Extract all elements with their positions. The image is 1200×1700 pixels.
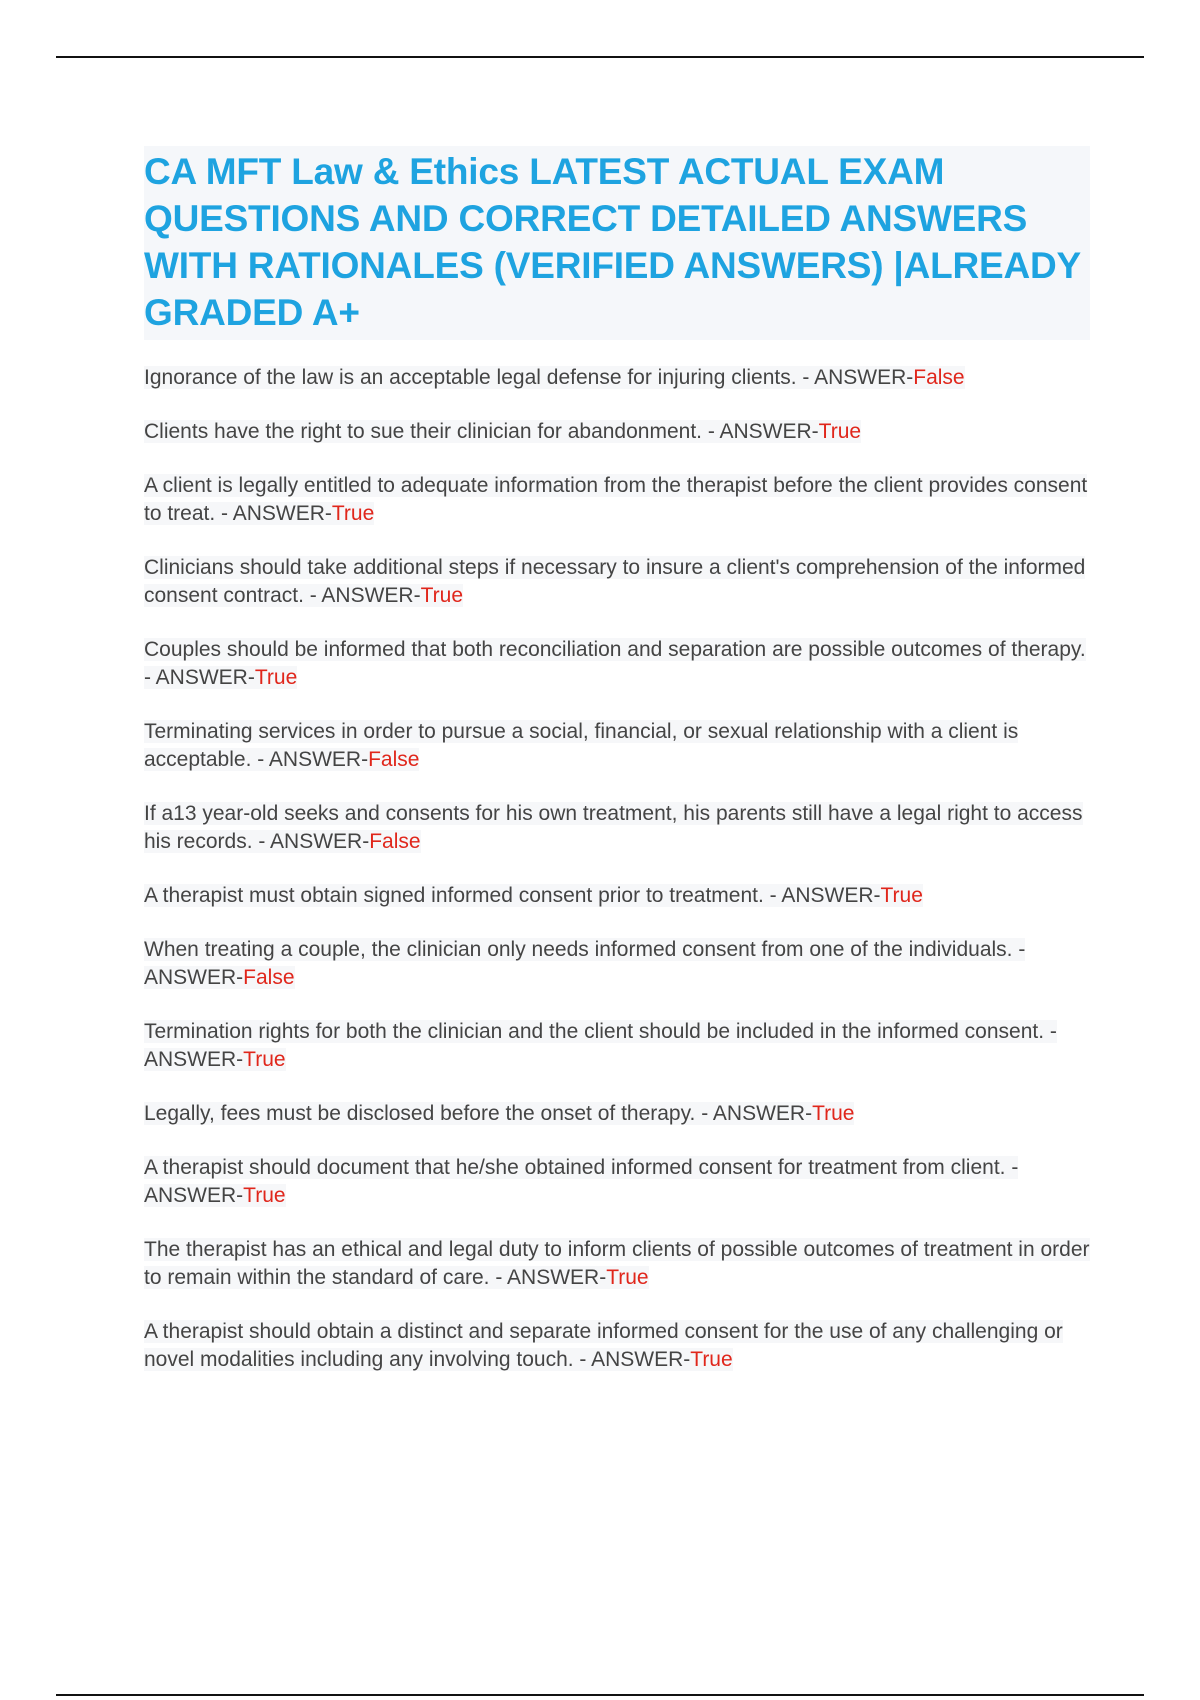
answer-value: True: [880, 884, 923, 907]
answer-value: True: [420, 584, 463, 607]
answer-value: True: [606, 1266, 649, 1289]
answer-prefix: - ANSWER-: [144, 666, 255, 689]
qa-item: [144, 472, 1090, 528]
answer-value: True: [812, 1102, 855, 1125]
answer-prefix: - ANSWER-: [303, 584, 421, 607]
answer-prefix: - ANSWER-: [215, 502, 332, 525]
document-title: CA MFT Law & Ethics LATEST ACTUAL EXAM QUESTIONS AND CORRECT DETAILED ANSWERS WITH RATIONALES (VERIFIED ANSWERS) |ALREADY GRADED A+: [144, 151, 1081, 333]
answer-prefix: - ANSWER-: [573, 1348, 691, 1371]
answer-prefix: - ANSWER-: [702, 420, 819, 443]
question-text: Termination rights for both the clinician and the client should be included in the informed consent.: [144, 1020, 1045, 1043]
answer-value: False: [368, 748, 420, 771]
answer-prefix: - ANSWER-: [489, 1266, 607, 1289]
qa-item: [144, 418, 1090, 446]
qa-item: [144, 636, 1090, 692]
question-text: The therapist has an ethical and legal duty to inform clients of possible outcomes of treatment in order to remain within the standard of care.: [144, 1238, 1090, 1289]
qa-item: [144, 364, 1090, 392]
qa-item: [144, 1018, 1090, 1074]
question-text: Terminating services in order to pursue a social, financial, or sexual relationship with a client is acceptable.: [144, 720, 1019, 771]
question-text: A therapist should document that he/she obtained informed consent for treatment from client.: [144, 1156, 1006, 1179]
qa-item: [144, 1100, 1090, 1128]
answer-prefix: - ANSWER-: [144, 1020, 1057, 1071]
question-text: Legally, fees must be disclosed before the onset of therapy.: [144, 1102, 696, 1125]
answer-value: True: [243, 1184, 286, 1207]
answer-prefix: - ANSWER-: [251, 748, 369, 771]
qa-item: [144, 800, 1090, 856]
answer-value: False: [913, 366, 965, 389]
answer-prefix: - ANSWER-: [796, 366, 914, 389]
question-text: If a13 year-old seeks and consents for his own treatment, his parents still have a legal right to access his records.: [144, 802, 1083, 853]
question-text: A therapist should obtain a distinct and separate informed consent for the use of any challenging or novel modalities including any involving touch.: [144, 1320, 1063, 1371]
answer-prefix: - ANSWER-: [144, 938, 1026, 989]
answer-value: False: [369, 830, 421, 853]
answer-prefix: - ANSWER-: [695, 1102, 813, 1125]
question-text: Ignorance of the law is an acceptable legal defense for injuring clients.: [144, 366, 797, 389]
bottom-rule: [56, 1694, 1144, 1696]
qa-item: [144, 1236, 1090, 1292]
answer-value: True: [690, 1348, 733, 1371]
answer-prefix: - ANSWER-: [252, 830, 370, 853]
answer-prefix: - ANSWER-: [144, 1156, 1019, 1207]
answer-value: True: [818, 420, 862, 443]
qa-item: [144, 882, 1090, 910]
qa-item: [144, 936, 1090, 992]
title-block: [144, 146, 1090, 340]
qa-item: [144, 554, 1090, 610]
question-text: A therapist must obtain signed informed consent prior to treatment.: [144, 884, 764, 907]
qa-item: [144, 1154, 1090, 1210]
top-rule: [56, 56, 1144, 58]
qa-item: [144, 718, 1090, 774]
question-text: When treating a couple, the clinician only needs informed consent from one of the individuals.: [144, 938, 1013, 961]
answer-value: True: [331, 502, 375, 525]
answer-value: True: [243, 1048, 286, 1071]
question-text: Couples should be informed that both reconciliation and separation are possible outcomes of therapy.: [144, 638, 1086, 661]
question-text: Clients have the right to sue their clinician for abandonment.: [144, 420, 702, 443]
question-text: A client is legally entitled to adequate information from the therapist before the client provides consent to treat.: [144, 474, 1088, 525]
answer-value: True: [254, 666, 298, 689]
answer-prefix: - ANSWER-: [763, 884, 881, 907]
answer-value: False: [243, 966, 295, 989]
qa-list: [144, 364, 1090, 1374]
page-content: [144, 146, 1090, 1400]
qa-item: [144, 1318, 1090, 1374]
question-text: Clinicians should take additional steps if necessary to insure a client's comprehension of the informed consent contract.: [144, 556, 1086, 607]
